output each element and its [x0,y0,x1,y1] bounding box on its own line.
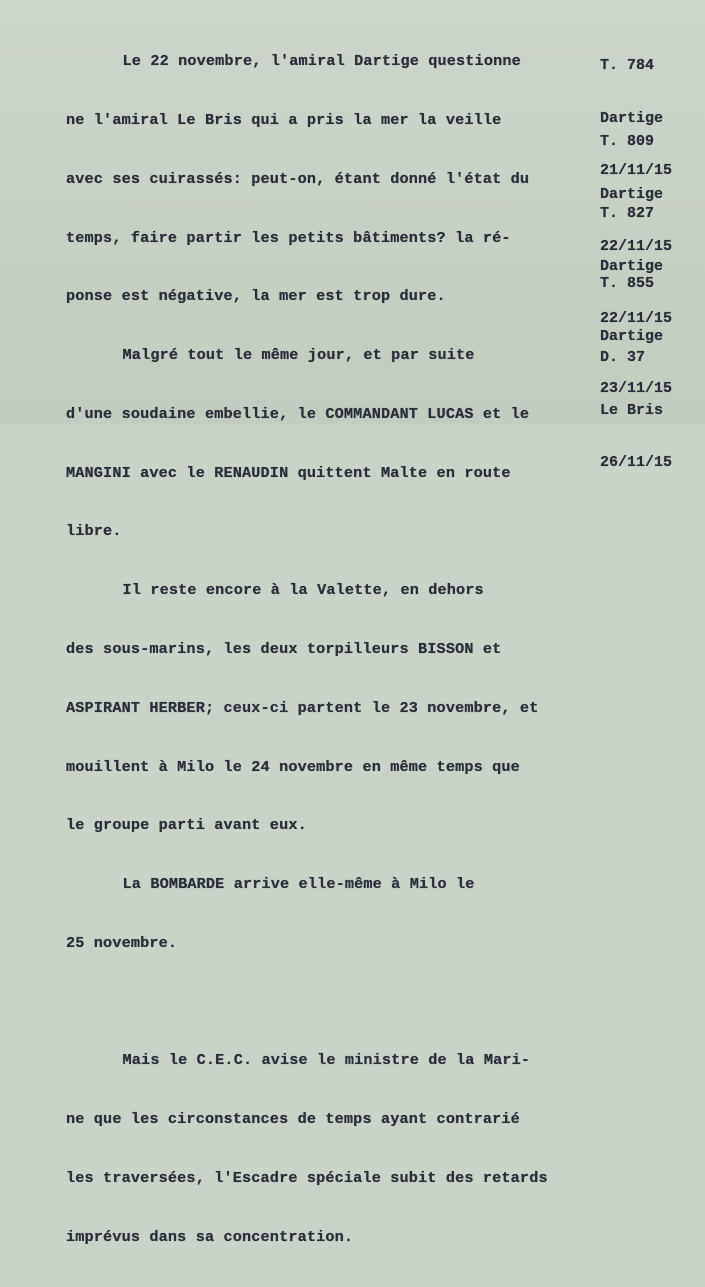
margin-date: 22/11/15 [600,238,673,255]
text-line: ne l'amiral Le Bris qui a pris la mer la veille [66,110,502,129]
body-text [66,13,586,1287]
margin-author: Dartige [600,327,664,345]
text-line: des sous-marins, les deux torpilleurs BISSON et [66,640,502,658]
margin-author: Dartige [600,109,664,127]
text-line: Malgré tout le même jour, et par suite [104,346,475,365]
text-line: le groupe parti avant eux. [66,816,307,835]
margin-date: 22/11/15 [600,310,673,327]
text-line: imprévus dans sa concentration. [66,1227,354,1246]
margin-date: 21/11/15 [600,162,673,179]
margin-author: Le Bris [600,401,664,419]
margin-ref: D. 37 [600,349,646,366]
margin-ref: T. 855 [600,275,655,292]
text-line: avec ses cuirassés: peut-on, étant donné l'état du [66,169,530,188]
margin-note [600,314,705,507]
margin-author: Dartige [600,257,664,275]
text-line: mouillent à Milo le 24 novembre en même temps que [66,757,520,776]
text-line: Il reste encore à la Valette, en dehors [104,581,484,600]
text-line: La BOMBARDE arrive elle-même à Milo le [104,875,475,894]
text-line: ne que les circonstances de temps ayant contrarié [66,1110,520,1129]
margin-author: Dartige [600,185,664,203]
text-line: d'une soudaine embellie, le COMMANDANT LUCAS et le [66,404,530,423]
margin-ref: T. 784 [600,57,655,74]
text-line: les traversées, l'Escadre spéciale subit des retards [66,1169,548,1188]
text-line: ponse est négative, la mer est trop dure. [66,287,446,306]
text-line: MANGINI avec le RENAUDIN quittent Malte en route [66,463,511,482]
margin-ref: T. 809 [600,133,655,150]
text-line: ASPIRANT HERBER; ceux-ci partent le 23 novembre, et [66,698,539,717]
text-line: 25 novembre. [66,933,178,952]
text-line: Le 22 novembre, l'amiral Dartige questionne [104,52,521,71]
text-line: temps, faire partir les petits bâtiments? la ré- [66,228,511,247]
margin-date: 26/11/15 [600,454,673,471]
margin-ref: T. 827 [600,205,655,222]
margin-date: 23/11/15 [600,380,673,397]
text-line [66,993,586,1013]
text-line: libre. [66,522,122,541]
text-line: Mais le C.E.C. avise le ministre de la Mari- [104,1051,531,1070]
